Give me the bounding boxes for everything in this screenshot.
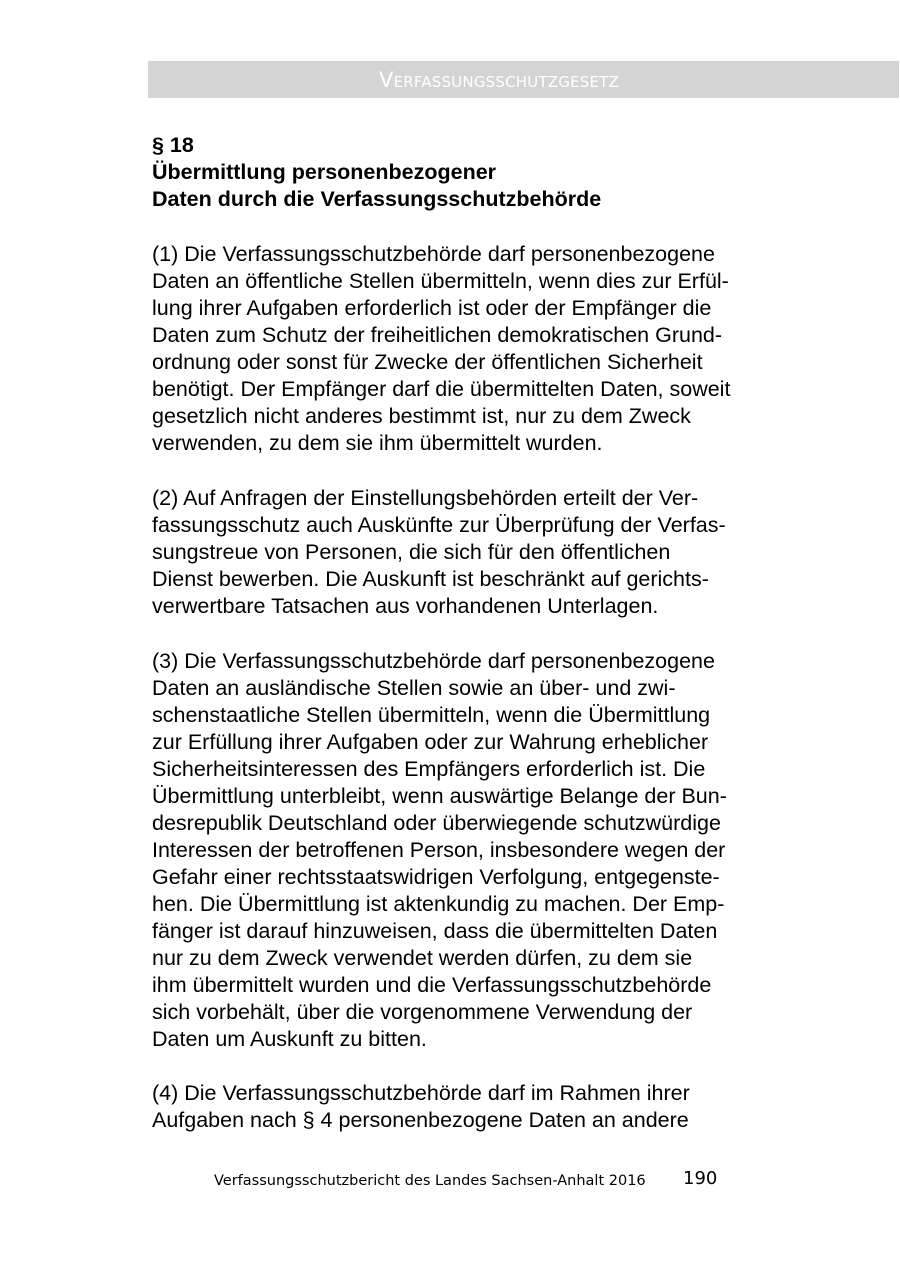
paragraph-line: Daten um Auskunft zu bitten. [152,1027,427,1051]
paragraph-line: (4) Die Verfassungsschutzbehörde darf im Rahmen ihrer [152,1081,690,1105]
paragraph-line: ordnung oder sonst für Zwecke der öffentlichen Sicherheit [152,350,703,374]
paragraph-line: Interessen der betroffenen Person, insbesondere wegen der [152,838,726,862]
paragraph-4 [152,1080,690,1134]
section-title-line: Daten durch die Verfassungsschutzbehörde [152,187,602,211]
section-number: § 18 [152,133,194,157]
header-title: Verfassungsschutzgesetz [379,68,619,92]
paragraph-line: verwertbare Tatsachen aus vorhandenen Unterlagen. [152,594,659,618]
paragraph-line: sich vorbehält, über die vorgenommene Verwendung der [152,1000,693,1024]
page-number: 190 [683,1168,718,1189]
paragraph-2 [152,485,726,620]
paragraph-line: sungstreue von Personen, die sich für den öffentlichen [152,540,671,564]
paragraph-line: fänger ist darauf hinzuweisen, dass die übermittelten Daten [152,919,718,943]
paragraph-line: gesetzlich nicht anderes bestimmt ist, nur zu dem Zweck [152,404,691,428]
paragraph-line: benötigt. Der Empfänger darf die übermittelten Daten, soweit [152,377,731,401]
section-title-line: Übermittlung personenbezogener [152,160,497,184]
paragraph-line: fassungsschutz auch Auskünfte zur Überprüfung der Verfas- [152,513,726,537]
paragraph-line: (3) Die Verfassungsschutzbehörde darf personenbezogene [152,649,715,673]
paragraph-line: verwenden, zu dem sie ihm übermittelt wurden. [152,431,603,455]
paragraph-line: lung ihrer Aufgaben erforderlich ist oder der Empfänger die [152,296,712,320]
paragraph-1 [152,241,730,457]
paragraph-line: Dienst bewerben. Die Auskunft ist beschränkt auf gerichts- [152,567,709,591]
paragraph-line: Sicherheitsinteressen des Empfängers erforderlich ist. Die [152,757,706,781]
paragraph-line: ihm übermittelt wurden und die Verfassungsschutzbehörde [152,973,712,997]
paragraph-line: Gefahr einer rechtsstaatswidrigen Verfolgung, entgegenste- [152,865,720,889]
paragraph-line: Aufgaben nach § 4 personenbezogene Daten an andere [152,1108,689,1132]
paragraph-line: zur Erfüllung ihrer Aufgaben oder zur Wahrung erheblicher [152,730,709,754]
paragraph-line: desrepublik Deutschland oder überwiegende schutzwürdige [152,811,721,835]
paragraph-line: hen. Die Übermittlung ist aktenkundig zu machen. Der Emp- [152,892,725,916]
footer-report-title: Verfassungsschutzbericht des Landes Sachsen-Anhalt 2016 [214,1173,646,1189]
paragraph-line: Daten an ausländische Stellen sowie an über- und zwi- [152,676,676,700]
paragraph-line: Daten an öffentliche Stellen übermitteln, wenn dies zur Erfül- [152,269,729,293]
paragraph-line: (2) Auf Anfragen der Einstellungsbehörden erteilt der Ver- [152,486,699,510]
paragraph-line: nur zu dem Zweck verwendet werden dürfen, zu dem sie [152,946,693,970]
paragraph-line: (1) Die Verfassungsschutzbehörde darf personenbezogene [152,242,715,266]
section-heading [152,132,601,213]
paragraph-line: schenstaatliche Stellen übermitteln, wenn die Übermittlung [152,703,711,727]
paragraph-line: Daten zum Schutz der freiheitlichen demokratischen Grund- [152,323,723,347]
paragraph-line: Übermittlung unterbleibt, wenn auswärtige Belange der Bun- [152,784,727,808]
paragraph-3 [152,648,727,1053]
